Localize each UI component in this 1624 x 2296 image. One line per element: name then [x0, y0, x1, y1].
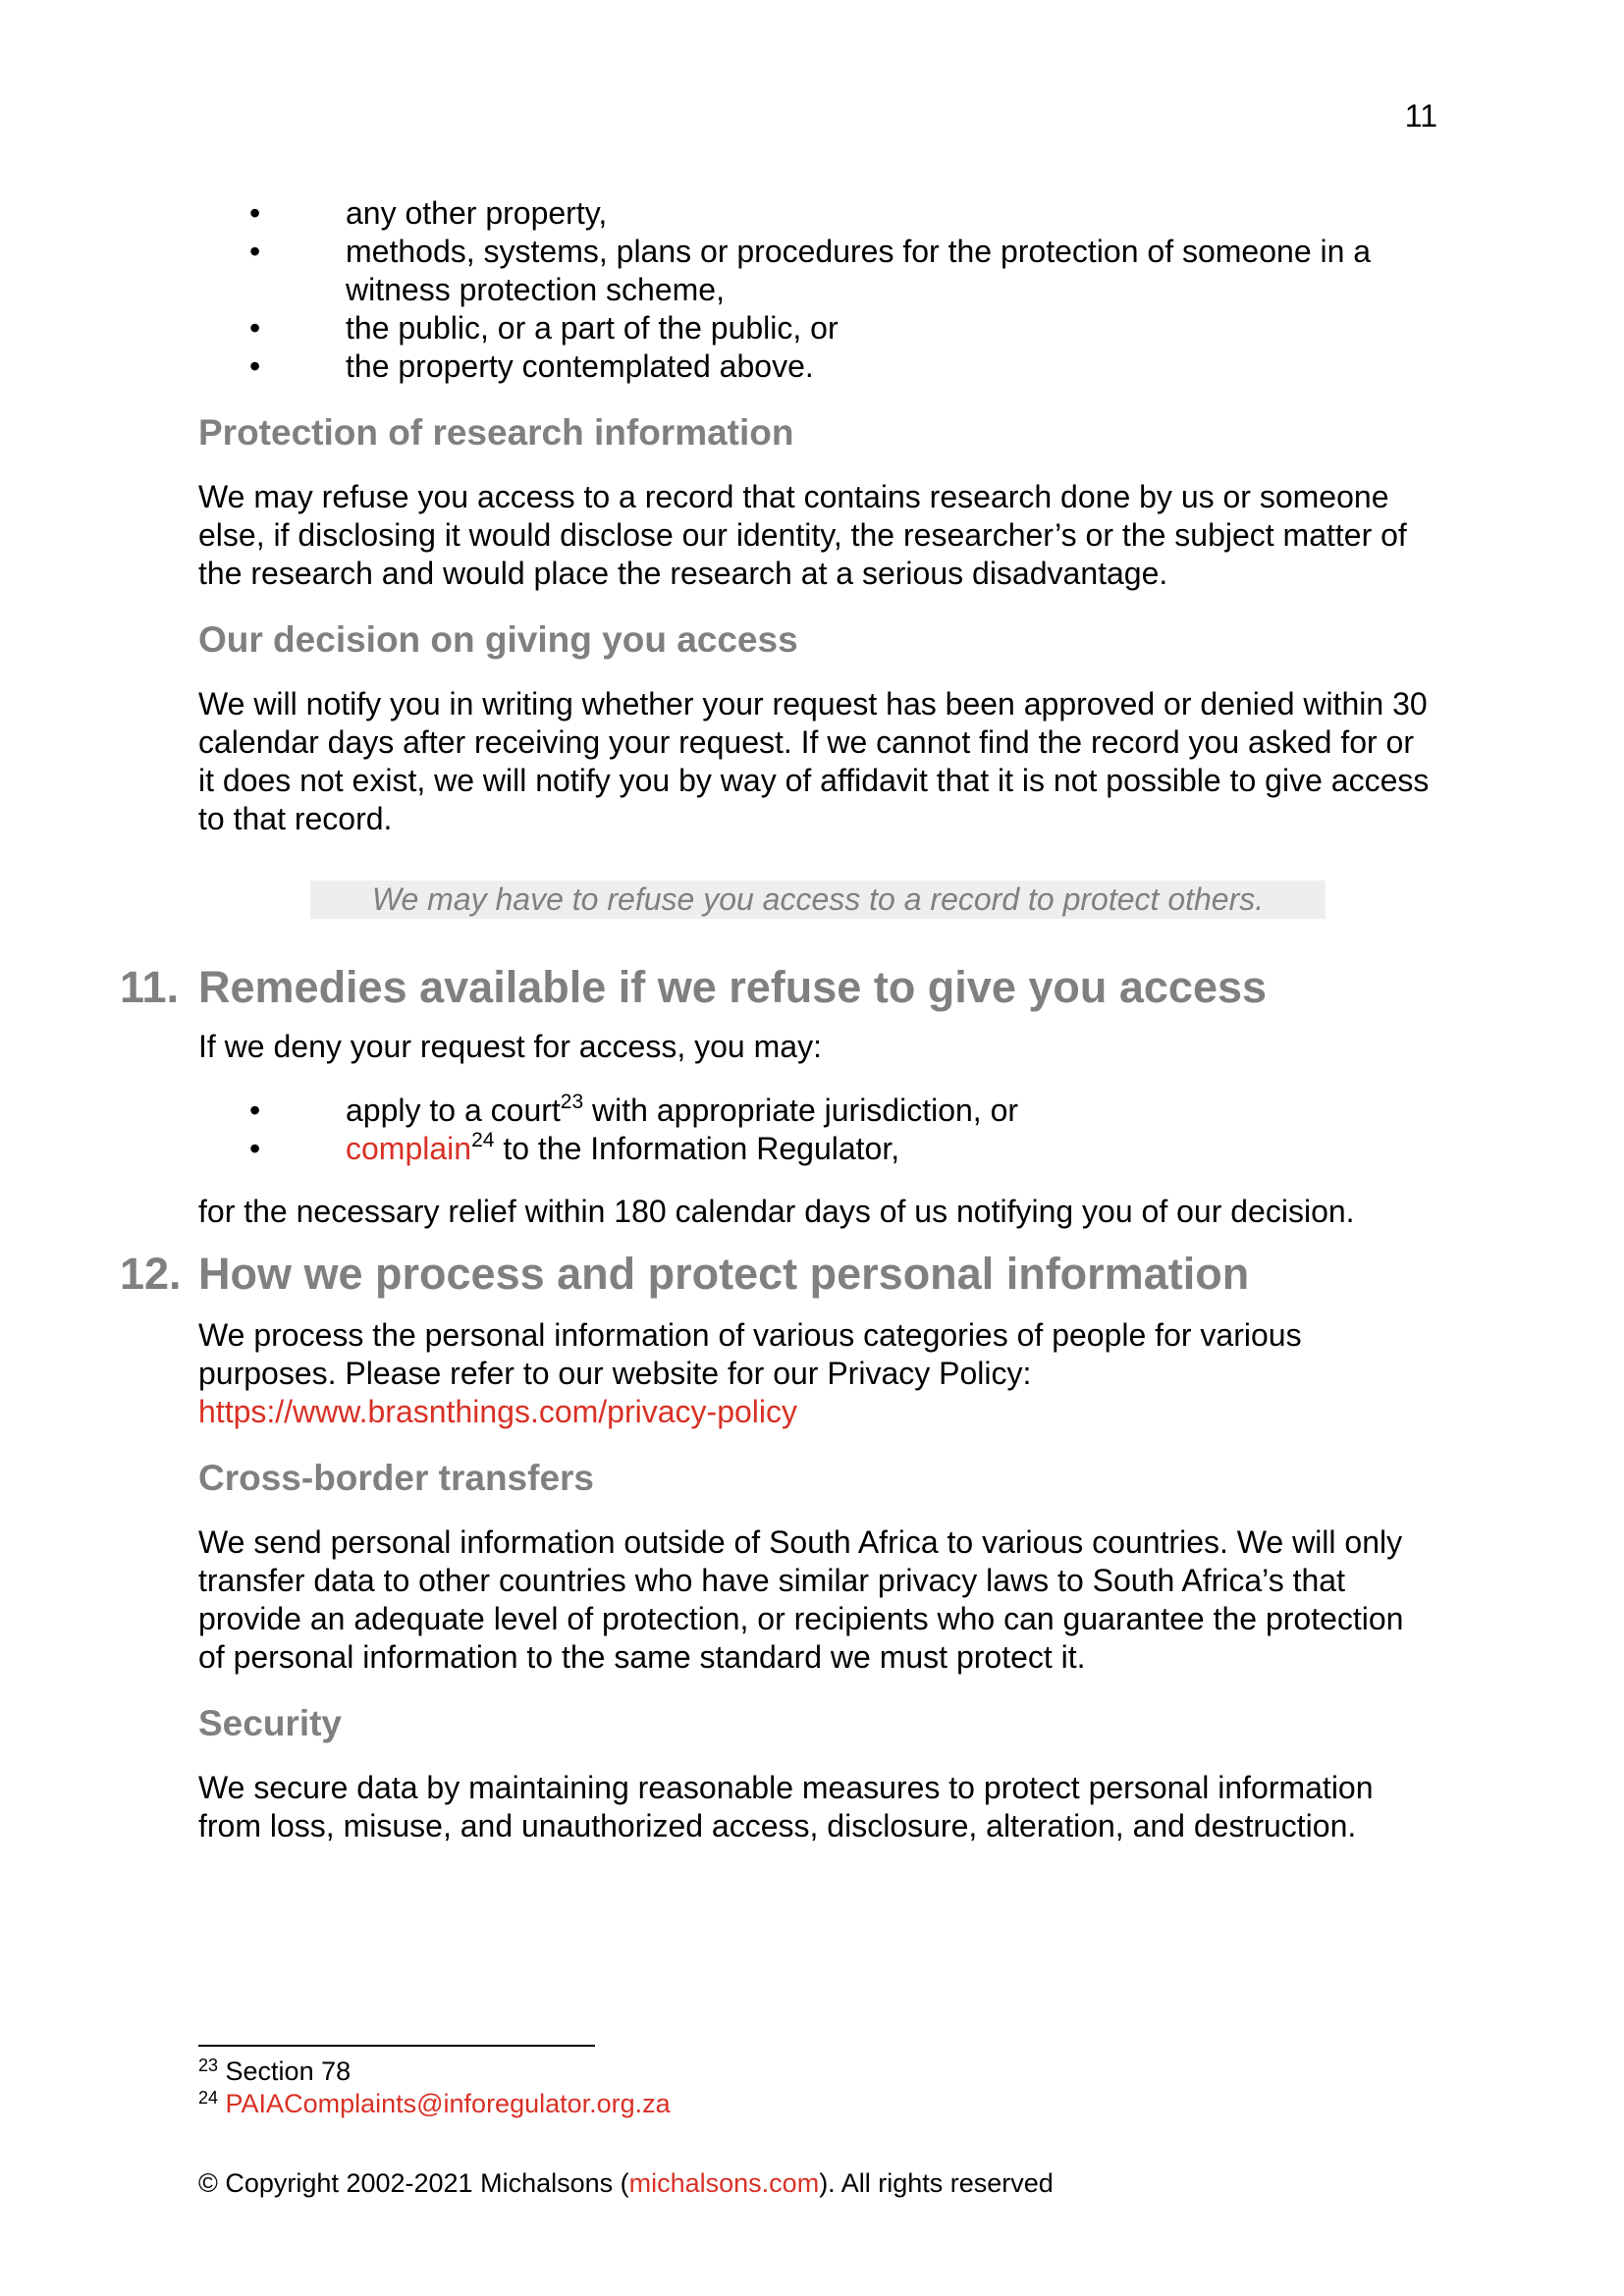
- michalsons-link[interactable]: michalsons.com: [628, 2168, 820, 2198]
- callout-box: [198, 881, 1437, 919]
- research-heading: Protection of research information: [198, 412, 794, 453]
- section-12-heading: [120, 1248, 1437, 1301]
- bullet-icon: •: [249, 1093, 261, 1128]
- intro-bullet-list: [198, 194, 1437, 386]
- bullet-icon: •: [249, 234, 261, 269]
- decision-paragraph: We will notify you in writing whether your request has been approved or denied within 30 calendar days after receiving your request. If we cannot find the record you asked for or it does not exist, we will notify you by way of affidavit that it is not possible to give access to that record.: [198, 686, 1430, 836]
- section-11-heading: [120, 961, 1437, 1014]
- complain-link[interactable]: complain: [346, 1131, 472, 1166]
- bullet-icon: •: [249, 195, 261, 231]
- privacy-policy-link[interactable]: https://www.brasnthings.com/privacy-policy: [198, 1394, 797, 1429]
- section-number: 11.: [120, 962, 180, 1012]
- security-paragraph: We secure data by maintaining reasonable measures to protect personal information from loss, misuse, and unauthorized access, disclosure, alteration, and destruction.: [198, 1770, 1374, 1843]
- section-12-paragraph: We process the personal information of various categories of people for various purposes. Please refer to our website for our Privacy Policy: https://www.brasnthings.com/privacy-policy: [198, 1317, 1302, 1429]
- security-heading: Security: [198, 1703, 343, 1743]
- cross-border-paragraph: We send personal information outside of South Africa to various countries. We will only transfer data to other countries who have similar privacy laws to South Africa’s that provide an adequate level of protection, or recipients who can guarantee the protection of personal information to the same standard we must protect it.: [198, 1524, 1404, 1675]
- footnotes: [198, 2056, 671, 2120]
- footnote-24: $^{24}$ PAIAComplaints@inforegulator.org.za: [198, 2088, 671, 2118]
- footnote-ref[interactable]: 23: [560, 1091, 584, 1113]
- footnote-divider: [198, 2045, 595, 2047]
- section-11-intro: If we deny your request for access, you may:: [198, 1029, 822, 1064]
- section-title: Remedies available if we refuse to give you access: [198, 962, 1268, 1012]
- copyright-footer: © Copyright 2002-2021 Michalsons (michalsons.com). All rights reserved: [198, 2168, 1054, 2198]
- document-body: [120, 194, 1437, 1845]
- cross-border-heading: Cross-border transfers: [198, 1458, 595, 1498]
- list-item: • apply to a court$^{23}$ with appropriate jurisdiction, or: [249, 1091, 1019, 1128]
- page-number: 11: [1404, 98, 1437, 133]
- decision-heading: Our decision on giving you access: [198, 619, 798, 660]
- footnote-ref[interactable]: 24: [471, 1129, 495, 1151]
- footnote-23: $^{23}$ Section 78: [198, 2056, 352, 2086]
- bullet-icon: •: [249, 310, 261, 346]
- email-link[interactable]: PAIAComplaints@inforegulator.org.za: [225, 2089, 671, 2118]
- remedies-list: [198, 1092, 1437, 1168]
- bullet-icon: •: [249, 348, 261, 384]
- section-11-outro: for the necessary relief within 180 calendar days of us notifying you of our decision.: [198, 1194, 1355, 1229]
- research-paragraph: We may refuse you access to a record that contains research done by us or someone else, if disclosing it would disclose our identity, the researcher’s or the subject matter of the research and would place the research at a serious disadvantage.: [198, 479, 1407, 591]
- list-item: • complain$^{24}$ to the Information Regulator,: [249, 1129, 900, 1166]
- list-item: • any other property,: [249, 195, 608, 231]
- list-item: • the public, or a part of the public, or: [249, 310, 839, 346]
- section-title: How we process and protect personal information: [198, 1249, 1250, 1299]
- callout-text: We may have to refuse you access to a record to protect others.: [310, 881, 1326, 919]
- section-number: 12.: [120, 1249, 182, 1299]
- list-item: • methods, systems, plans or procedures for the protection of someone in a witness protection scheme,: [249, 234, 1372, 307]
- list-item: • the property contemplated above.: [249, 348, 814, 384]
- bullet-icon: •: [249, 1131, 261, 1166]
